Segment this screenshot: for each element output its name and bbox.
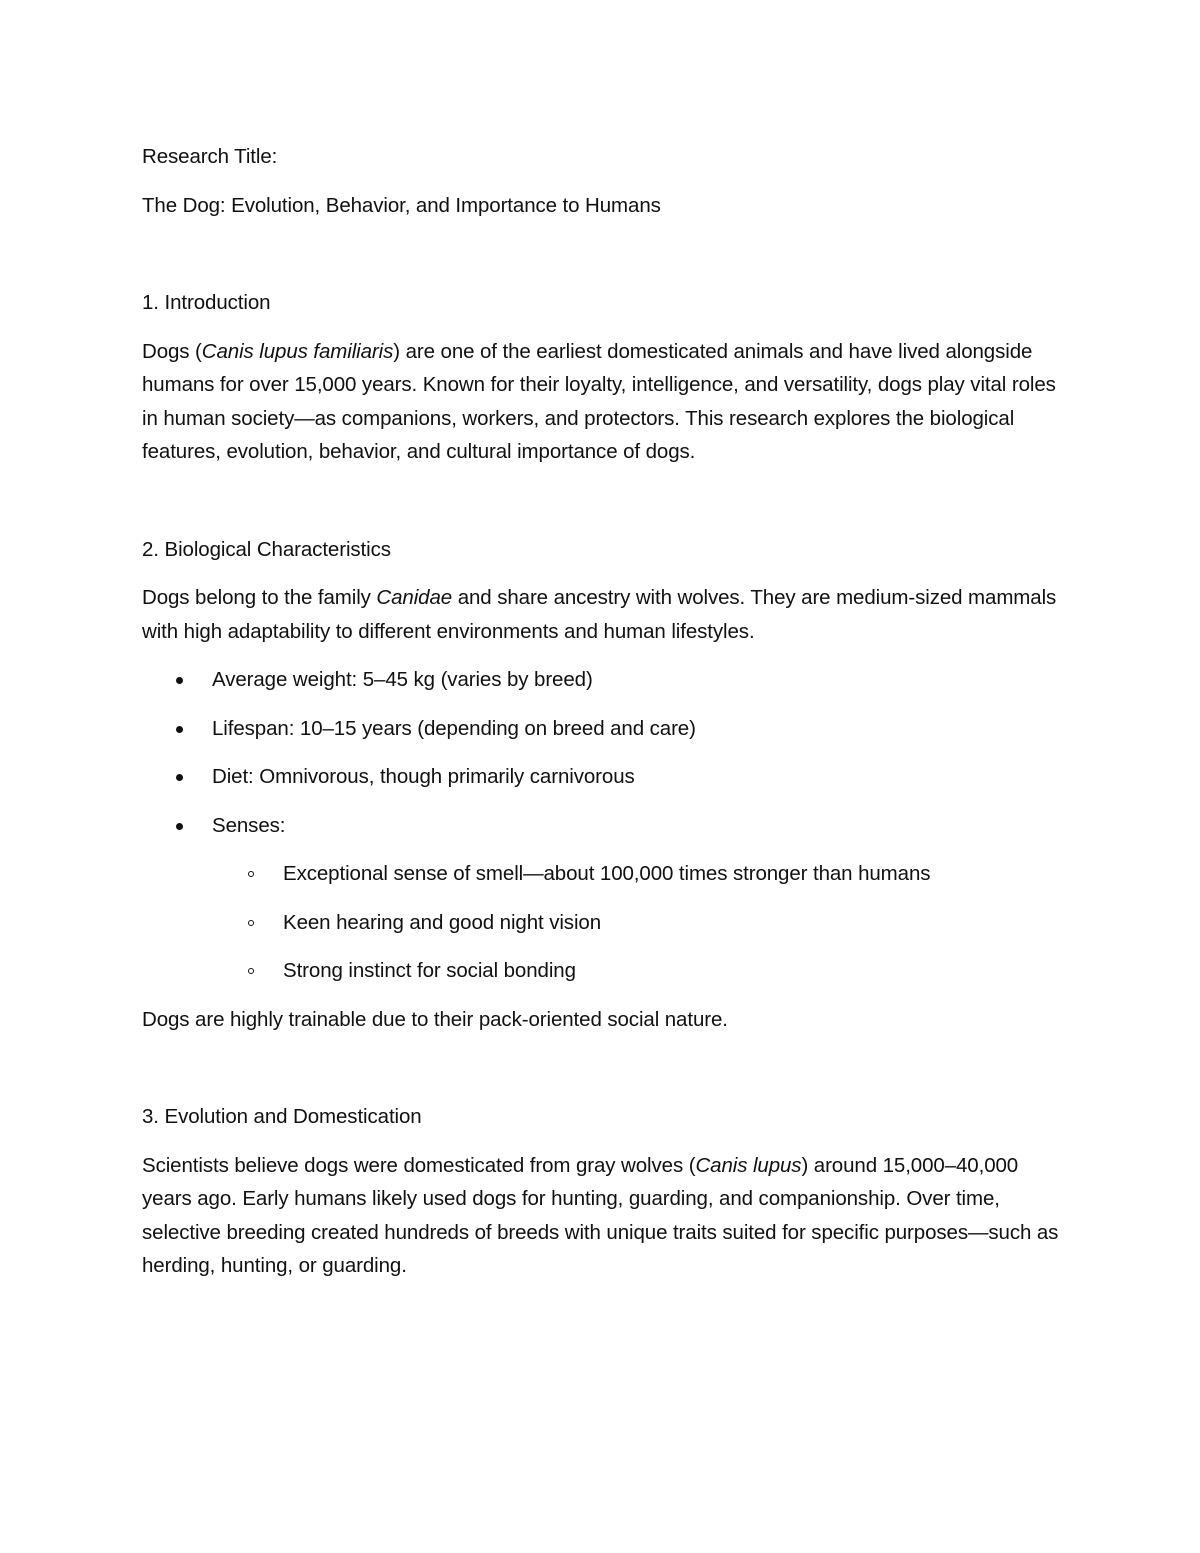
section-heading-biological-characteristics: 2. Biological Characteristics [142, 537, 391, 561]
sublist-item [212, 906, 1072, 940]
scientific-name: Canis lupus familiaris [201, 339, 394, 363]
text-run: ) are one of the earliest domesticated animals and have lived alongside humans for over 15,000 years. Known for their loyalty, intelligence, and versatility, dogs play vital roles in human society—as companions, workers, and protectors. This research explores the biological features, evolution, behavior, and cultural importance of dogs. [142, 339, 1056, 463]
list-item-text: Diet: Omnivorous, though primarily carnivorous [212, 765, 635, 788]
senses-sublist [212, 857, 1072, 988]
section-heading-evolution: 3. Evolution and Domestication [142, 1105, 422, 1128]
text-run: Dogs ( [142, 339, 202, 363]
text-run: ) around 15,000–40,000 years ago. Early humans likely used dogs for hunting, guarding, and companionship. Over time, selective breeding created hundreds of breeds with unique traits suited for specific purposes—such as herding, hunting, or guarding. [142, 1153, 1059, 1277]
list-item-text: Senses: [212, 813, 286, 837]
list-item [142, 663, 1072, 697]
sublist-item-text: Strong instinct for social bonding [283, 959, 576, 982]
hollow-bullet-icon [248, 871, 254, 877]
biological-closing-paragraph: Dogs are highly trainable due to their pack-oriented social nature. [142, 1007, 728, 1031]
evolution-paragraph [142, 1149, 1072, 1283]
list-item [142, 760, 1072, 794]
bullet-icon [176, 774, 183, 781]
text-run: and share ancestry with wolves. They are medium-sized mammals with high adaptability to different environments and human lifestyles. [142, 586, 1057, 643]
sublist-item [212, 857, 1072, 891]
list-item [142, 712, 1072, 746]
list-item [142, 809, 1072, 988]
list-item-text: Average weight: 5–45 kg (varies by breed) [212, 668, 593, 691]
research-title: The Dog: Evolution, Behavior, and Importance to Humans [142, 193, 661, 217]
list-item-text: Lifespan: 10–15 years (depending on breed and care) [212, 716, 696, 740]
family-name: Canidae [376, 586, 453, 609]
hollow-bullet-icon [248, 920, 254, 926]
text-run: Scientists believe dogs were domesticated from gray wolves ( [142, 1153, 696, 1177]
document-body [142, 140, 1072, 1347]
bullet-icon [176, 726, 183, 733]
biological-paragraph [142, 581, 1072, 648]
research-title-label: Research Title: [142, 145, 278, 168]
hollow-bullet-icon [248, 968, 254, 974]
sublist-item [212, 954, 1072, 988]
sublist-item-text: Exceptional sense of smell—about 100,000 times stronger than humans [283, 862, 931, 885]
text-run: Dogs belong to the family [142, 586, 377, 609]
bullet-icon [176, 677, 183, 684]
sublist-item-text: Keen hearing and good night vision [283, 910, 602, 934]
characteristics-list [142, 663, 1072, 988]
bullet-icon [176, 823, 183, 830]
introduction-paragraph [142, 335, 1072, 469]
section-heading-introduction: 1. Introduction [142, 291, 271, 314]
scientific-name: Canis lupus [695, 1153, 802, 1177]
